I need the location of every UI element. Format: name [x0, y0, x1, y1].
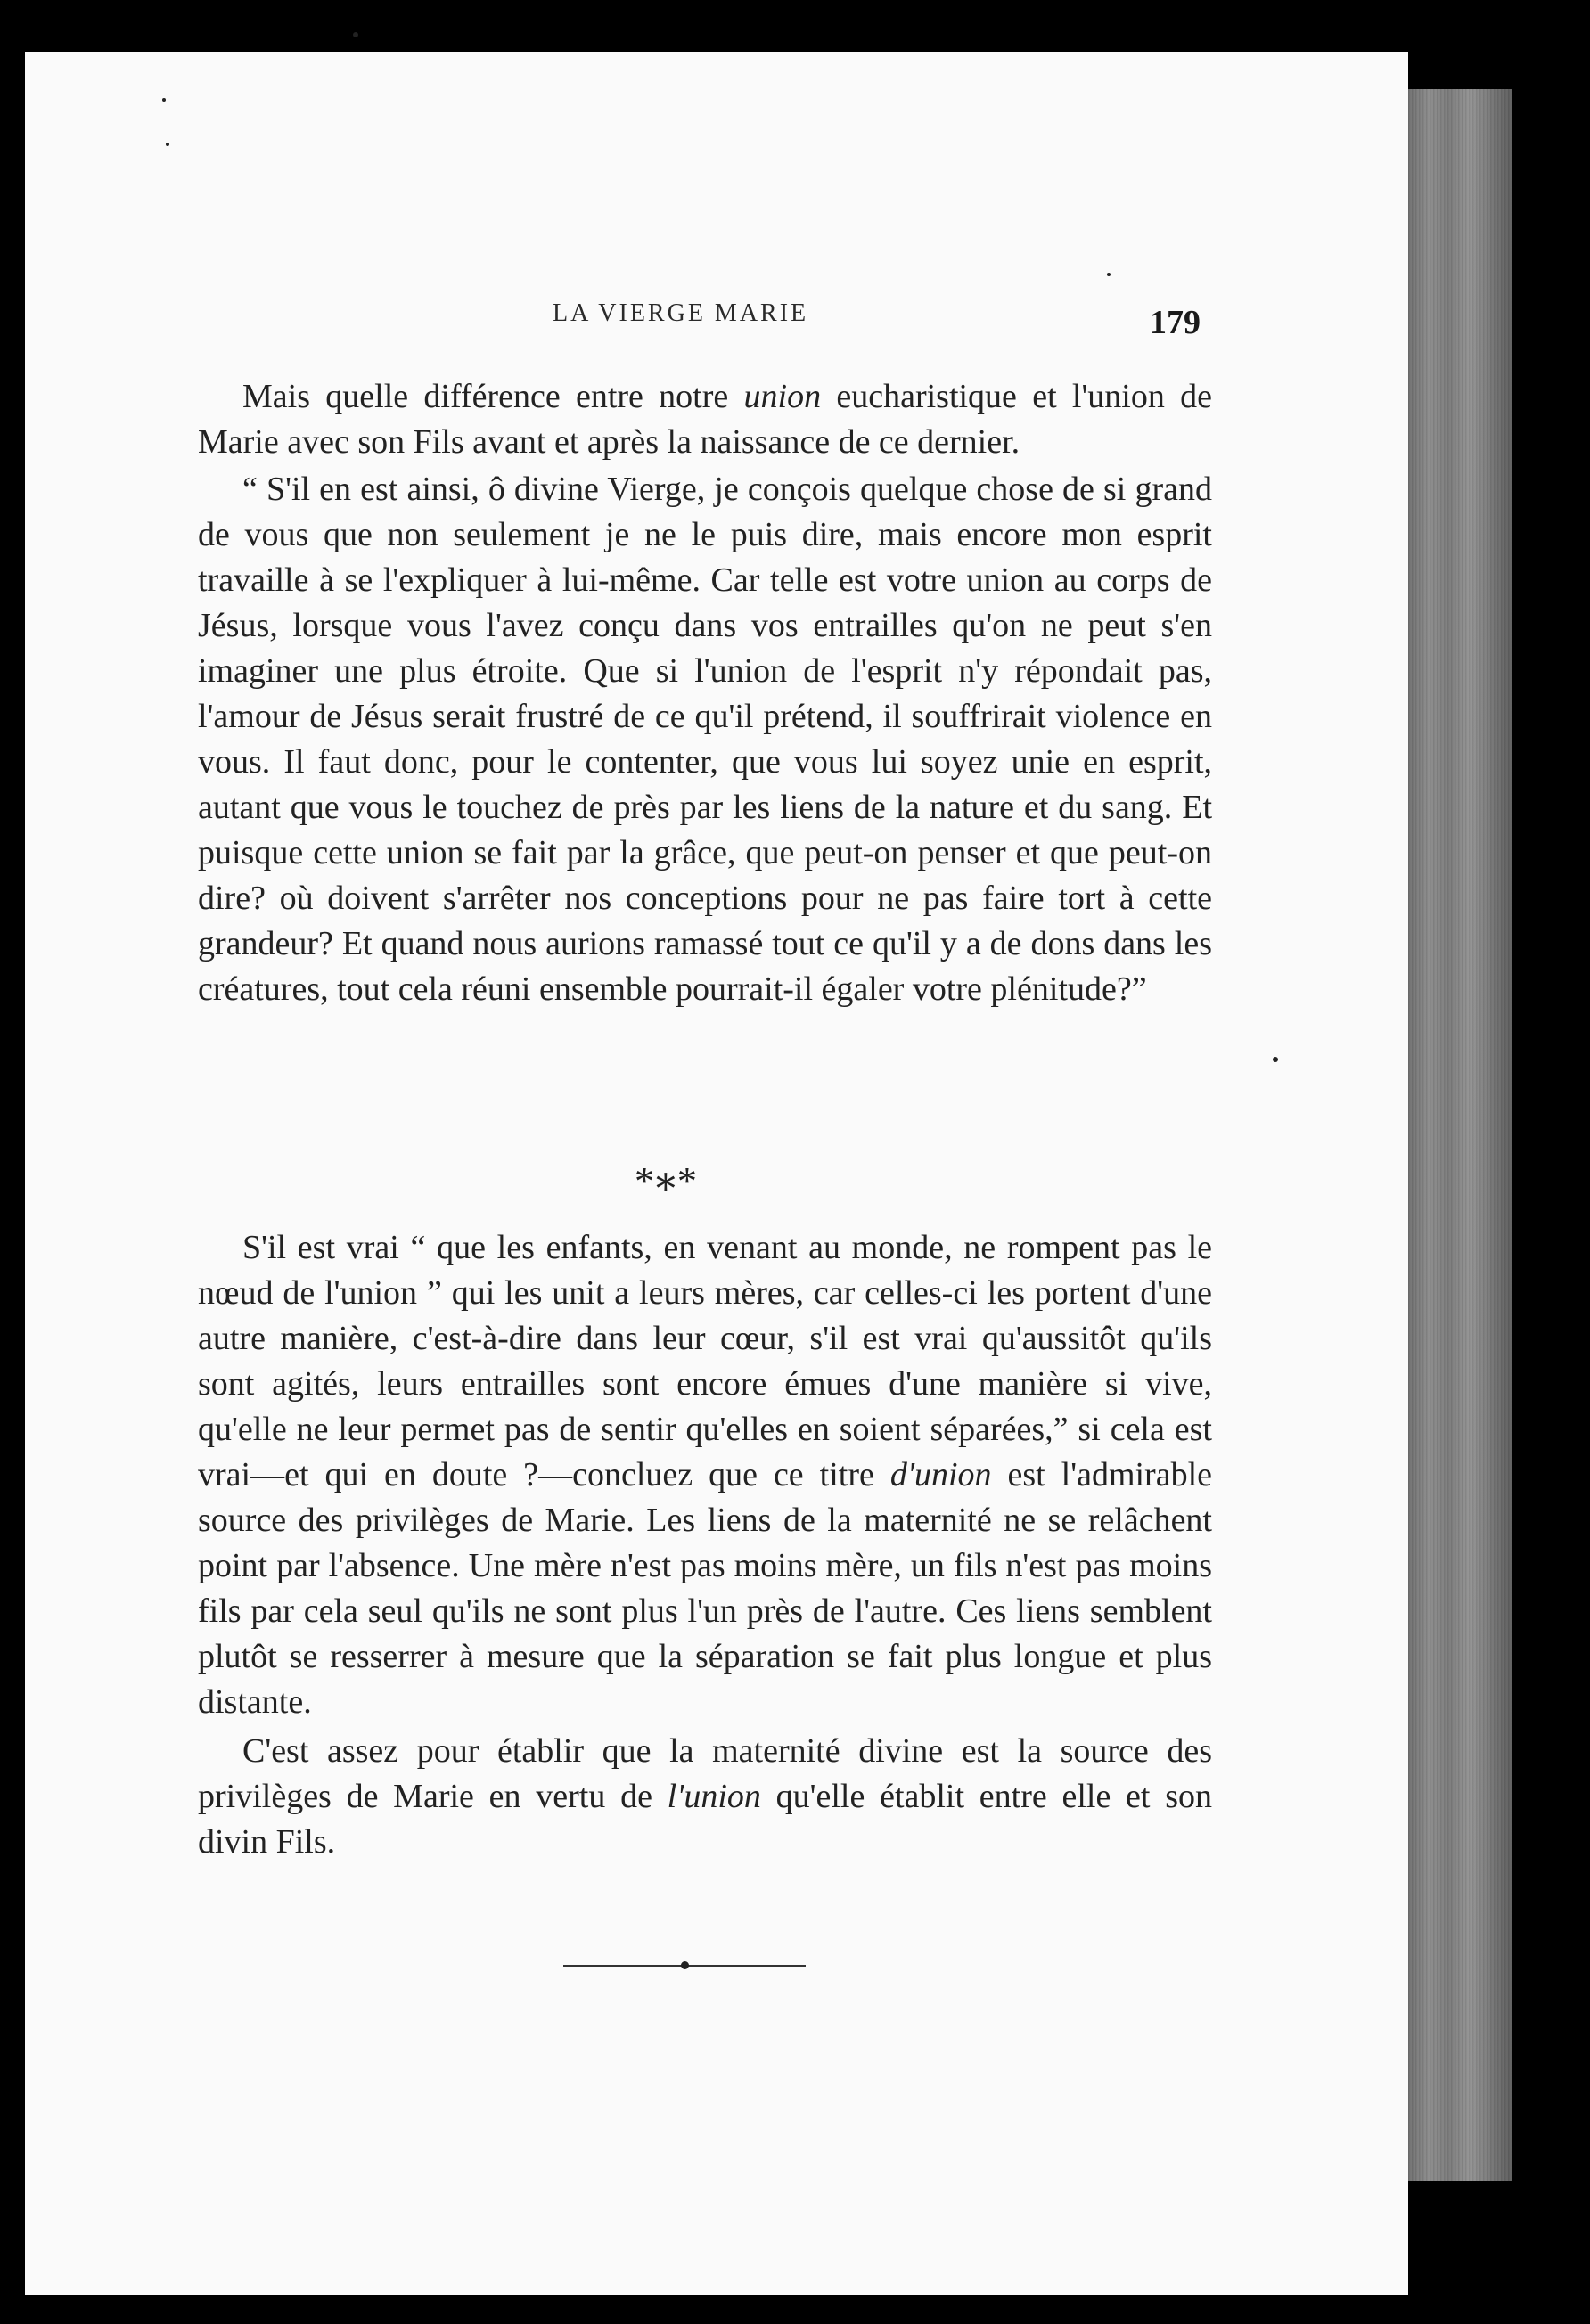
emphasis: union — [743, 378, 822, 415]
scan-speck — [1107, 273, 1111, 276]
paragraph-3: S'il est vrai “ que les enfants, en venant au monde, ne rompent pas le nœud de l'union ” qui les unit a leurs mères, car celles-ci les portent d'une autre manière, c'est-à-dire dans leur cœur, s'il est vrai qu'aussitôt qu'ils sont agités, leurs entrailles sont encore émues d'une manière si vive, qu'elle ne leur permet pas de sentir qu'elles en soient séparées,” si cela est vrai—et qui en doute ?—concluez que ce titre d'union est l'admirable source des privilèges de Marie. Les liens de la maternité ne se relâchent point par l'absence. Une mère n'est pas moins mère, un fils n'est pas moins fils par cela seul qu'ils ne sont plus l'un près de l'autre. Ces liens semblent plutôt se resserrer à mesure que la séparation se fait plus longue et plus distante. — [198, 1229, 1213, 1721]
section-separator: *∗* — [635, 1159, 695, 1203]
paragraph-2-quotation: “ S'il en est ainsi, ô divine Vierge, je conçois quelque chose de si grand de vous que non seulement je ne le puis dire, mais encore mon esprit travaille à se l'expliquer à lui-même. Car telle est votre union au corps de Jésus, lorsque vous l'avez conçu dans vos entrailles qu'on ne peut s'en imaginer une plus étroite. Que si l'union de l'esprit n'y répondait pas, l'amour de Jésus serait frustré de ce qu'il prétend, il souffrirait violence en vous. Il faut donc, pour le contenter, que vous lui soyez unie en esprit, autant que vous le touchez de près par les liens de la nature et du sang. Et puisque cette union se fait par la grâce, que peut-on penser et que peut-on dire? où doivent s'arrêter nos conceptions pour ne pas faire tort à cette grandeur? Et quand nous aurions ramassé tout ce qu'il y a de dons dans les créatures, tout cela réuni ensemble pourrait-il égaler votre plénitude?” — [198, 471, 1212, 1008]
paragraph-4: C'est assez pour établir que la maternité divine est la source des privilèges de Marie en vertu de l'union qu'elle établit entre elle et son divin Fils. — [198, 1732, 1212, 1861]
emphasis: d'union — [889, 1456, 992, 1493]
emphasis: l'union — [667, 1778, 761, 1815]
running-title: LA VIERGE MARIE — [553, 299, 809, 327]
paragraph-1: Mais quelle différence entre notre union eucharistique et l'union de Marie avec son Fils avant et après la naissance de ce dernier. — [198, 378, 1212, 461]
scan-speck — [1273, 1057, 1278, 1062]
scan-speck — [166, 143, 169, 146]
scan-speck — [162, 98, 166, 102]
end-rule-dot — [681, 1961, 689, 1969]
text-block-bottom — [198, 1225, 1212, 1865]
page-number: 179 — [1150, 304, 1201, 341]
page-edge-stack — [1408, 89, 1512, 2181]
text-block-top — [198, 374, 1212, 1012]
scan-speck — [353, 32, 358, 37]
